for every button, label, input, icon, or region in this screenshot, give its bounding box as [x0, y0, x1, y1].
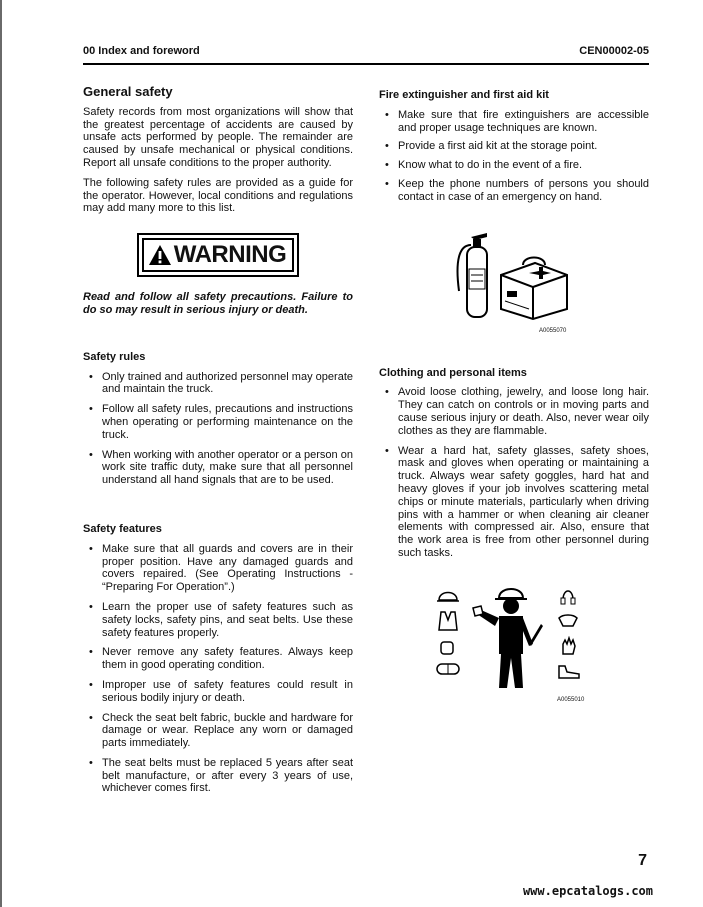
- list-item: • Make sure that all guards and covers are in their proper position. Have any damaged guards and covers repaired. (See Operating Instructions - “Preparing For Operation”.): [83, 543, 353, 594]
- safety-rules-heading: Safety rules: [83, 350, 146, 363]
- ppe-illustration: [379, 584, 649, 714]
- safety-vest-icon: [437, 610, 459, 632]
- header-doc-code: CEN00002-05: [579, 45, 649, 57]
- fire-aid-list: [379, 109, 649, 204]
- list-item: • The seat belts must be replaced 5 years after seat belt manufacture, or after every 3 years of use, whichever comes first.: [83, 757, 353, 795]
- safety-features-heading: Safety features: [83, 522, 162, 535]
- list-item: • Only trained and authorized personnel may operate and maintain the truck.: [83, 371, 353, 397]
- clothing-list: [379, 386, 649, 559]
- list-item: • Avoid loose clothing, jewelry, and loose long hair. They can catch on controls or in moving parts and cause serious injury or death. Also, never wear oily clothes as they are flammable.: [379, 386, 649, 437]
- figure-code: A0055010: [557, 696, 585, 703]
- list-item: • Check the seat belt fabric, buckle and hardware for damage or wear. Replace any worn or damaged parts immediately.: [83, 712, 353, 750]
- goggles-icon: [435, 662, 461, 676]
- fire-extinguisher-heading: Fire extinguisher and first aid kit: [379, 89, 549, 101]
- warning-sign: [83, 233, 353, 277]
- mask-icon: [557, 612, 579, 630]
- footer-url[interactable]: www.epcatalogs.com: [522, 884, 653, 898]
- warning-triangle-icon: [148, 244, 172, 266]
- worker-figure-icon: [471, 584, 551, 694]
- header-section: 00 Index and foreword: [83, 45, 200, 57]
- list-item: • Learn the proper use of safety features such as safety locks, safety pins, and seat belts. Use these safety features properly.: [83, 601, 353, 639]
- page-binding-edge: [0, 0, 2, 907]
- safety-rules-list: [83, 371, 353, 487]
- intro-paragraph: Safety records from most organizations will show that the greatest percentage of accidents are caused by unsafe acts performed by people. The remainder are caused by unsafe mechanical or physical conditions. Report all unsafe conditions to the proper authority.: [83, 105, 353, 169]
- rules-intro-paragraph: The following safety rules are provided as a guide for the operator. However, local conditions and regulations may add many more to this list.: [83, 176, 353, 215]
- list-item: • When working with another operator or a person on work site traffic duty, make sure that all personnel understand all hand signals that are to be used.: [83, 449, 353, 487]
- header-rule: [83, 63, 649, 65]
- right-column: [379, 89, 649, 714]
- safety-features-list: [83, 543, 353, 796]
- safety-shoes-icon: [557, 662, 581, 680]
- page-number: 7: [638, 852, 647, 869]
- list-item: • Keep the phone numbers of persons you should contact in case of an emergency on hand.: [379, 178, 649, 204]
- clothing-heading: Clothing and personal items: [379, 366, 527, 379]
- list-item: • Wear a hard hat, safety glasses, safety shoes, mask and gloves when operating or maintaining a truck. Always wear safety goggles, hard hat and heavy gloves if your job involves scattering metal chips or minute materials, particularly when driving pins with a hammer or when cleaning air cleaner elements with compressed air. Also, ensure that the work area is free from other personnel during such tasks.: [379, 445, 649, 560]
- list-item: • Never remove any safety features. Always keep them in good operating condition.: [83, 646, 353, 672]
- list-item: • Provide a first aid kit at the storage point.: [379, 140, 649, 153]
- ear-muffs-icon: [559, 588, 577, 606]
- list-item: • Know what to do in the event of a fire.: [379, 159, 649, 172]
- gloves-icon: [439, 640, 457, 656]
- warning-note: Read and follow all safety precautions. Failure to do so may result in serious injury or death.: [83, 291, 353, 316]
- first-aid-kit-icon: [495, 251, 571, 321]
- gloves-icon: [559, 636, 579, 656]
- section-title: General safety: [83, 84, 173, 99]
- list-item: • Make sure that fire extinguishers are accessible and proper usage techniques are known.: [379, 109, 649, 135]
- warning-label: WARNING: [173, 241, 287, 269]
- fire-aid-illustration: [379, 229, 649, 349]
- figure-code: A0055070: [539, 327, 567, 334]
- left-column: [83, 86, 353, 795]
- list-item: • Follow all safety rules, precautions and instructions when operating or performing maintenance on the truck.: [83, 403, 353, 441]
- hard-hat-icon: [437, 588, 459, 604]
- list-item: • Improper use of safety features could result in serious bodily injury or death.: [83, 679, 353, 705]
